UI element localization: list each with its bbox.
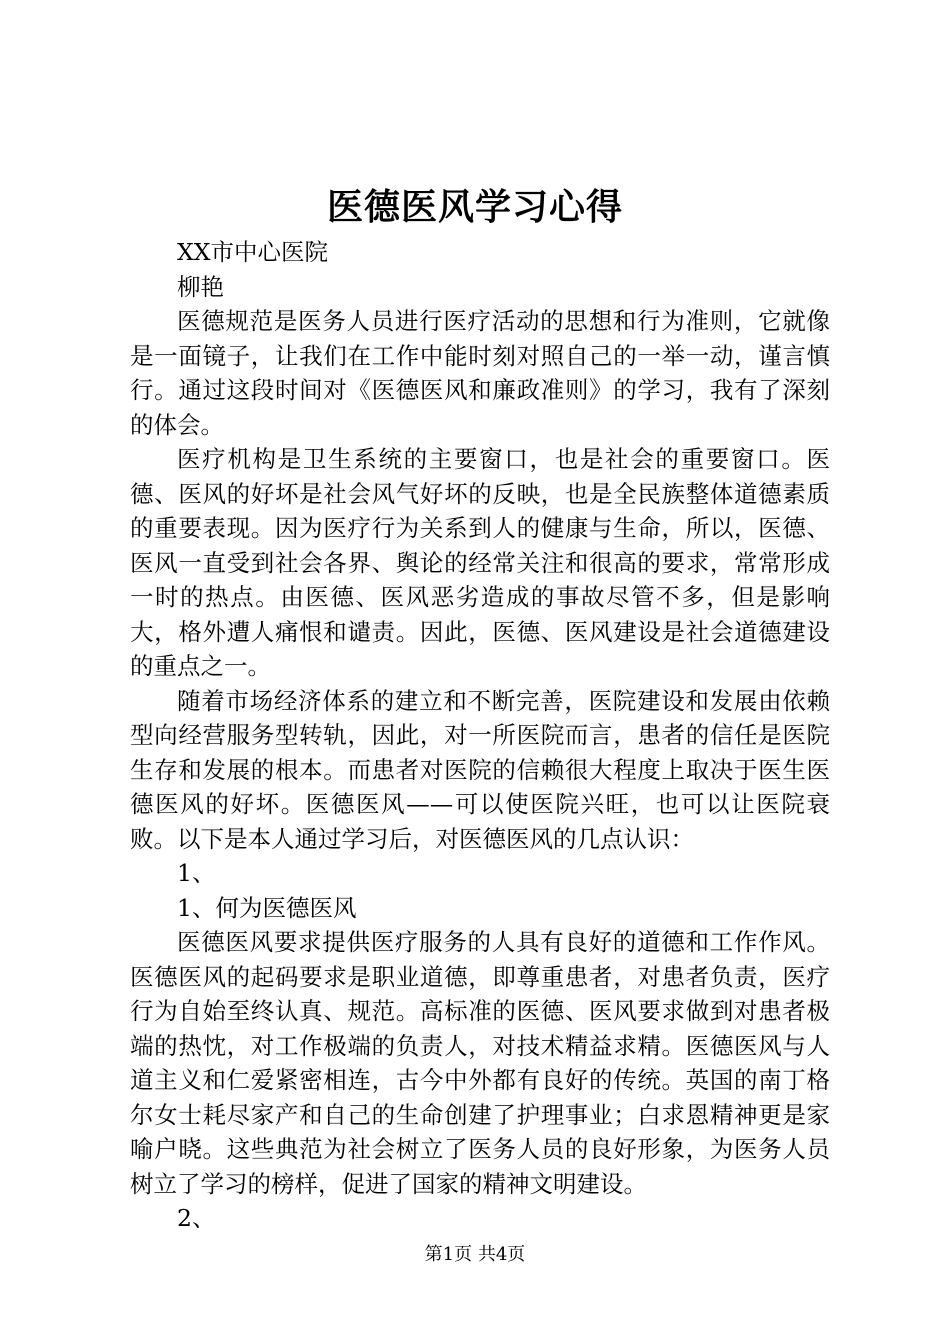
paragraph-definition: 医德医风要求提供医疗服务的人具有良好的道德和工作作风。医德医风的起码要求是职业道德，即尊重患者，对患者负责，医疗行为自始至终认真、规范。高标准的医德、医风要求做到对患者极端的热忱，对工作极端的负责人，对技术精益求精。医德医风与人道主义和仁爱紧密相连，古今中外都有良好的传统。英国的南丁格尔女士耗尽家产和自己的生命创建了护理事业；白求恩精神更是家喻户晓。这些典范为社会树立了医务人员的良好形象，为医务人员树立了学习的榜样，促进了国家的精神文明建设。 [130,928,830,1198]
paragraph-market: 随着市场经济体系的建立和不断完善，医院建设和发展由依赖型向经营服务型转轨，因此，对一所医院而言，患者的信任是医院生存和发展的根本。而患者对医院的信赖很大程度上取决于医生医德医风的好坏。医德医风——可以使医院兴旺，也可以让医院衰败。以下是本人通过学习后，对医德医风的几点认识： [130,686,830,853]
hospital-name: XX市中心医院 [177,238,328,266]
section-heading-1: 1、何为医德医风 [177,893,357,922]
page-footer: 第1页 共4页 [424,1244,526,1265]
paragraph-background: 医疗机构是卫生系统的主要窗口，也是社会的重要窗口。医德、医风的好坏是社会风气好坏的反映，也是全民族整体道德素质的重要表现。因为医疗行为关系到人的健康与生命，所以，医德、医风一直受到社会各界、舆论的经常关注和很高的要求，常常形成一时的热点。由医德、医风恶劣造成的事故尽管不多，但是影响大，格外遭人痛恨和谴责。因此，医德、医风建设是社会道德建设的重点之一。 [130,445,830,680]
section-number-2: 2、 [177,1204,216,1232]
author-name: 柳艳 [177,272,224,301]
document-body [130,235,830,1236]
section-number-1: 1、 [177,859,216,887]
paragraph-intro: 医德规范是医务人员进行医疗活动的思想和行为准则，它就像是一面镜子，让我们在工作中能时刻对照自己的一举一动，谨言慎行。通过这段时间对《医德医风和廉政准则》的学习，我有了深刻的体会。 [130,307,830,439]
document-title: 医德医风学习心得 [326,186,623,228]
